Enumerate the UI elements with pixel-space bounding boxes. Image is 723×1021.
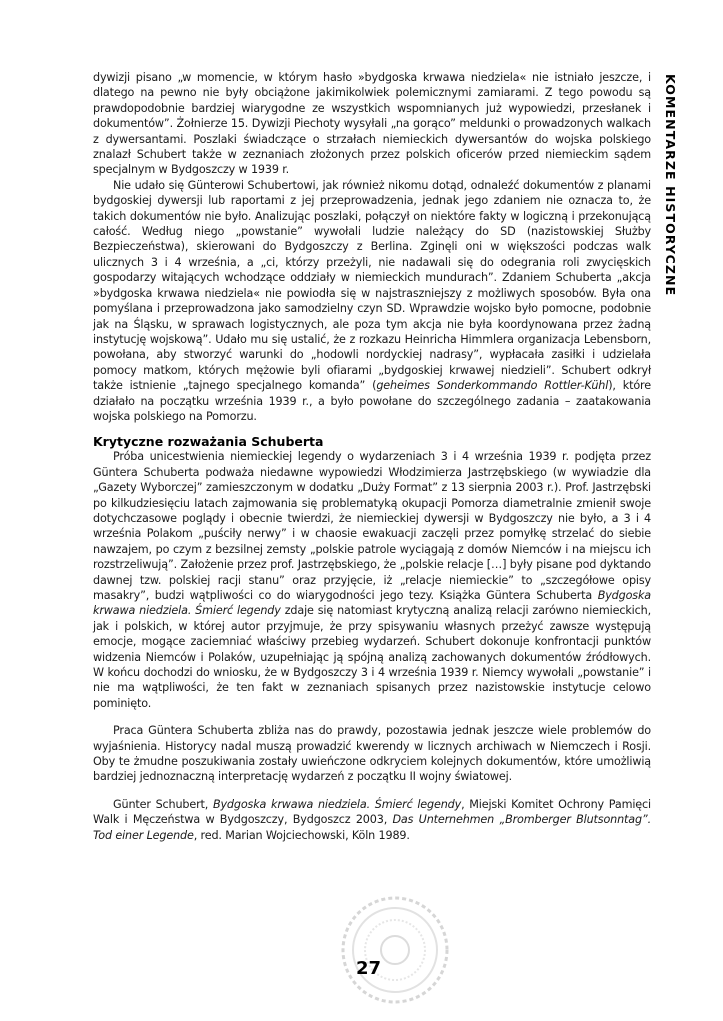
article-column [93,70,651,843]
page-number: 27 [356,958,382,979]
paragraph-text: Próba unicestwienia niemieckiej legendy o wydarzeniach 3 i 4 września 1939 r. podjęta przez Güntera Schuberta podważa niedawne wypowiedzi Włodzimierza Jastrzębskiego (w wywiadzie dla „Gazety Wyborczej” zamieszczonym w dodatku „Duży Format” z 13 sierpnia 2003 r.). Prof. Jastrzębski po kilkudziesięciu latach zajmowania się problematyką okupacji Pomorza diametralnie zmienił swoje dotychczasowe poglądy i obecnie twierdzi, że niemieckiej dywersji w Bydgoszczy nie było, a 3 i 4 września Polakom „puściły nerwy” i w chaosie ewakuacji zaczęli przez pomyłkę strzelać do siebie nawzajem, po czym z bezsilnej zemsty „polskie patrole wyciągają z domów Niemców i na miejscu ich rozstrzeliwują”. Założenie przez prof. Jastrzębskiego, że „polskie relacje […] były pisane pod dyktando dawnej tzw. polskiej racji stanu” oraz przyjęcie, iż „relacje niemieckie” to „szczegółowe opisy masakry”, budzi wątpliwości co do wiarygodności jego tezy. Książka Güntera Schuberta [93,450,651,602]
paragraph-conclusion: Praca Güntera Schuberta zbliża nas do prawdy, pozostawia jednak jeszcze wiele problemów do wyjaśnienia. Historycy nadal muszą prowadzić kwerendy w licznych archiwach w Niemczech i Rosji. Oby te żmudne poszukiwania zostały uwieńczone odkryciem kolejnych dokumentów, które umożliwią bardziej jednoznaczną interpretację wydarzeń z początku II wojny światowej. [93,724,651,784]
spacer [93,711,651,723]
paragraph-text: ), które działało na początku września 1939 r., a było powołane do szczególnego zadania – zaatakowania wojska polskiego na Pomorzu. [93,379,651,423]
ref-text: Günter Schubert, [113,797,213,811]
section-side-title: KOMENTARZE HISTORYCZNE [663,74,678,297]
ref-text: , Miejski Komitet Ochrony Pamięci Walk i Męczeństwa w Bydgoszczy, Bydgoszcz 2003, [93,797,651,827]
paragraph-critique [93,449,651,711]
paragraph-text: Nie udało się Günterowi Schubertowi, jak również nikomu dotąd, odnaleźć dokumentów z planami bydgoskiej dywersji lub raportami z jej przeprowadzenia, jednak jego zdaniem nie oznacza to, że takich dokumentów nie było. Analizując poszlaki, połączył on niektóre fakty w logiczną i przekonującą całość. Według niego „powstanie” wywołali ludzie należący do SD (nazistowskiej Służby Bezpieczeństwa), skierowani do Bydgoszczy z Berlina. Zginęli oni w większości podczas walk ulicznych 3 i 4 września, a „ci, którzy przeżyli, nie nadawali się do odegrania roli zwycięskich gospodarzy witających wchodzące oddziały w niemieckich mundurach”. Zdaniem Schuberta „akcja »bydgoska krwawa niedziela« nie powiodła się w najstraszniejszy z możliwych sposobów. Była ona pomyślana i przeprowadzona jako samodzielny czyn SD. Wprawdzie wojsko było pomocne, podobnie jak na Śląsku, w sprawach logistycznych, ale poza tym akcja nie była koordynowana przez żadną instytucję wojskową”. Udało mu się ustalić, że z rozkazu Heinricha Himmlera organizacja Lebensborn, powołana, aby stworzyć warunki do „hodowli nordyckiej nadrasy”, wypłacała zasiłki i udzielała pomocy matkom, których mężowie byli ofiarami „bydgoskiej krwawej niedzieli”. Schubert odkrył także istnienie „tajnego specjalnego komanda” ( [93,178,651,393]
section-heading: Krytyczne rozważania Schuberta [93,434,324,450]
paragraph-text: zdaje się natomiast krytyczną analizą relacji zarówno niemieckich, jak i polskich, w której autor przyjmuje, że przy spisywaniu własnych przeżyć zawsze występują emocje, mogące zaciemniać właściwy przebieg wydarzeń. Schubert dokonuje konfrontacji punktów widzenia Niemców i Polaków, uzupełniając ją spójną analizą zachowanych dokumentów źródłowych. W końcu dochodzi do wniosku, że w Bydgoszczy 3 i 4 września 1939 r. Niemcy wywołali „powstanie” i nie ma wątpliwości, że ten fakt w zeznaniach spisanych przez nazistowskie instytucje celowo pominięto. [93,604,651,710]
italic-term: geheimes Sonderkommando Rottler-Kühl [376,379,609,393]
book-title: Bydgoska krwawa niedziela. Śmierć legendy [212,797,462,811]
spacer [93,785,651,797]
paragraph-continuation: dywizji pisano „w momencie, w którym hasło »bydgoska krwawa niedziela« nie istniało jeszcze, i dlatego na pewno nie były obciążone jakimikolwiek polemicznymi zamiarami. Z tego powodu są prawdopodobnie bardziej wiarygodne ze wszystkich wspomnianych już wypowiedzi, przesłanek i dokumentów”. Żołnierze 15. Dywizji Piechoty wysyłali „na gorąco” meldunki o prowadzonych walkach z dywersantami. Poszlaki świadczące o strzałach niemieckich dywersantów do wojska polskiego znalazł Schubert także w zeznaniach złożonych przez polskich oficerów przed niemieckim sądem specjalnym w Bydgoszczy w 1939 r. [93,71,651,177]
decorative-emblem-watermark [335,890,455,1010]
ref-text: , red. Marian Wojciechowski, Köln 1989. [193,828,410,842]
bibliography-reference [93,797,651,843]
book-title: Bydgoska krwawa niedziela. Śmierć legendy [93,589,651,618]
book-title: Das Unternehmen „Bromberger Blutsonntag”. Tod einer Legende [93,813,651,842]
paragraph-schubert-findings [93,178,651,425]
